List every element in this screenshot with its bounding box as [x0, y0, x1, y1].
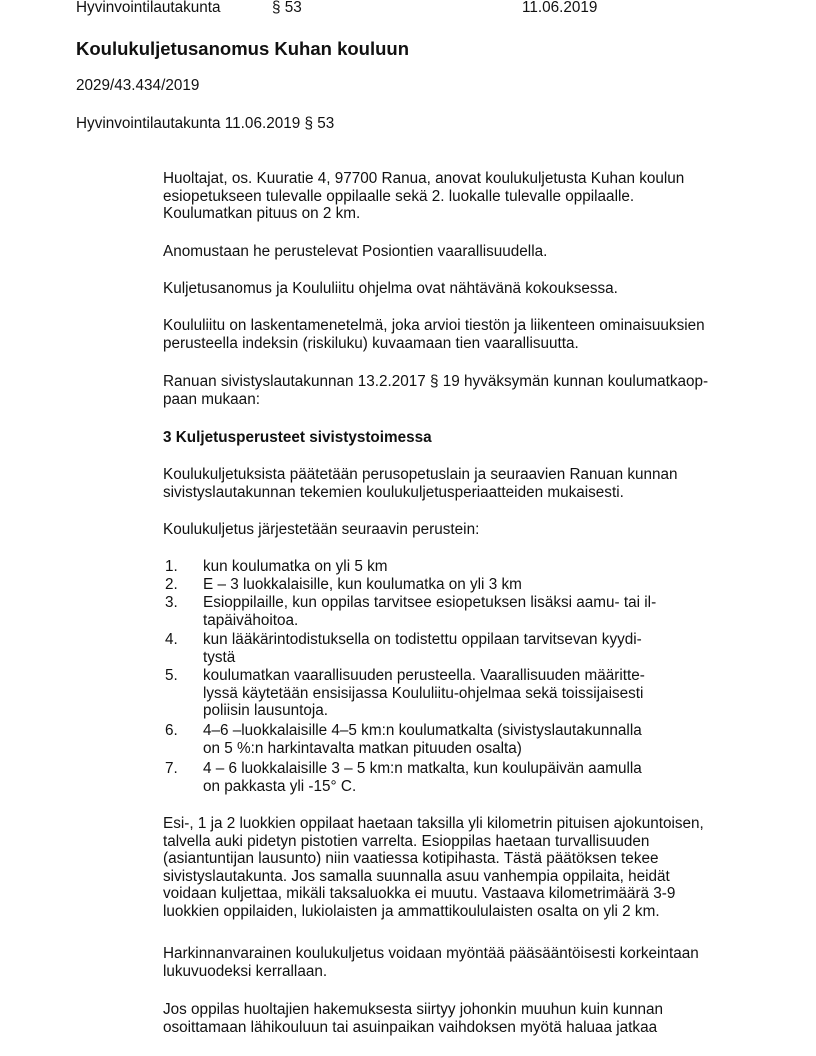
- text-line: Harkinnanvarainen koulukuljetus voidaan myöntää pääsääntöisesti korkeintaan: [163, 945, 699, 962]
- list-item-text: kun koulumatka on yli 5 km: [203, 558, 388, 575]
- text-line: luokkien oppilaiden, lukiolaisten ja ammattikoululaisten osalta on yli 2 km.: [163, 902, 660, 920]
- list-item-text: poliisin lausuntoja.: [203, 702, 329, 719]
- text-line: Ranuan sivistyslautakunnan 13.2.2017 § 19 hyväksymän kunnan koulumatkaop-: [163, 373, 709, 390]
- text-line: sivistyslautakunnan tekemien koulukuljetusperiaatteiden mukaisesti.: [163, 483, 624, 501]
- paragraph-application: [163, 170, 684, 223]
- paragraph-list-intro: [163, 521, 479, 539]
- list-item-text: E – 3 luokkalaisille, kun koulumatka on yli 3 km: [203, 576, 522, 593]
- paragraph-school-transfer: [163, 1001, 663, 1036]
- list-item-text: on 5 %:n harkintavalta matkan pituuden osalta): [203, 739, 522, 757]
- list-item-text: kun lääkärintodistuksella on todistettu oppilaan tarvitsevan kyydi-: [203, 631, 642, 648]
- text-line: esiopetukseen tulevalle oppilaalle sekä 2. luokalle tulevalle oppilaalle.: [163, 187, 635, 205]
- text-line: Koulukuljetuksista päätetään perusopetuslain ja seuraavien Ranuan kunnan: [163, 466, 678, 483]
- list-item-number: 1.: [165, 558, 178, 575]
- header-board-name: Hyvinvointilautakunta: [76, 0, 221, 16]
- list-item-number: 5.: [165, 667, 178, 684]
- text-line: osoittamaan lähikouluun tai asuinpaikan vaihdoksen myötä haluaa jatkaa: [163, 1018, 658, 1036]
- paragraph-taxi-transport: [163, 815, 704, 920]
- list-item-text: tapäivähoitoa.: [203, 611, 299, 629]
- list-item-text: on pakkasta yli -15° C.: [203, 777, 357, 795]
- text-line: lukuvuodeksi kerrallaan.: [163, 962, 328, 980]
- document-title: Koulukuljetusanomus Kuhan kouluun: [76, 38, 409, 59]
- header-section-number: § 53: [272, 0, 302, 16]
- list-item-text: koulumatkan vaarallisuuden perusteella. Vaarallisuuden määritte-: [203, 667, 645, 684]
- text-line: Huoltajat, os. Kuuratie 4, 97700 Ranua, anovat koulukuljetusta Kuhan koulun: [163, 170, 685, 187]
- list-item-text: Esioppilaille, kun oppilas tarvitsee esiopetuksen lisäksi aamu- tai il-: [203, 594, 657, 611]
- list-item-number: 2.: [165, 576, 178, 593]
- text-line: Kuljetusanomus ja Koululiitu ohjelma ovat nähtävänä kokouksessa.: [163, 280, 618, 297]
- paragraph-discretionary: [163, 945, 699, 980]
- list-item-text: 4 – 6 luokkalaisille 3 – 5 km:n matkalta, kun koulupäivän aamulla: [203, 760, 642, 777]
- text-line: paan mukaan:: [163, 390, 260, 408]
- list-item-number: 3.: [165, 594, 178, 611]
- text-line: voidaan kuljettaa, mikäli taksaluokka ei muutu. Vastaava kilometrimäärä 3-9: [163, 885, 676, 902]
- text-line: Koululiitu on laskentamenetelmä, joka arvioi tiestön ja liikenteen ominaisuuksien: [163, 317, 705, 334]
- section-subheading: 3 Kuljetusperusteet sivistystoimessa: [163, 429, 432, 446]
- paragraph-documents: [163, 280, 618, 298]
- list-item-number: 6.: [165, 722, 178, 739]
- paragraph-koululiitu: [163, 317, 705, 352]
- list-item-number: 7.: [165, 760, 178, 777]
- header-date: 11.06.2019: [522, 0, 598, 16]
- text-line: (asiantuntijan lausunto) niin vaatiessa kotipihasta. Tästä päätöksen tekee: [163, 850, 659, 867]
- text-line: Koulumatkan pituus on 2 km.: [163, 205, 361, 222]
- paragraph-guide-reference: [163, 373, 708, 408]
- list-item-text: lyssä käytetään ensisijassa Koululiitu-ohjelmaa sekä toissijaisesti: [203, 684, 644, 702]
- meeting-line: Hyvinvointilautakunta 11.06.2019 § 53: [76, 115, 335, 132]
- text-line: perusteella indeksin (riskiluku) kuvaamaan tien vaarallisuutta.: [163, 334, 579, 352]
- list-item-text: tystä: [203, 648, 236, 666]
- paragraph-justification: [163, 243, 547, 261]
- text-line: Anomustaan he perustelevat Posiontien vaarallisuudella.: [163, 243, 548, 260]
- list-item-number: 4.: [165, 631, 178, 648]
- text-line: Esi-, 1 ja 2 luokkien oppilaat haetaan taksilla yli kilometrin pituisen ajokuntoisen,: [163, 815, 704, 832]
- list-item-text: 4–6 –luokkalaisille 4–5 km:n koulumatkalta (sivistyslautakunnalla: [203, 722, 642, 739]
- text-line: Jos oppilas huoltajien hakemuksesta siirtyy johonkin muuhun kuin kunnan: [163, 1001, 663, 1018]
- text-line: sivistyslautakunta. Jos samalla suunnalla asuu vanhempia oppilaita, heidät: [163, 867, 670, 885]
- reference-number: 2029/43.434/2019: [76, 77, 200, 94]
- text-line: talvella auki pidetyn pistotien varrelta. Esioppilas haetaan turvallisuuden: [163, 832, 650, 850]
- text-line: Koulukuljetus järjestetään seuraavin perustein:: [163, 521, 480, 538]
- paragraph-decision-basis: [163, 466, 678, 501]
